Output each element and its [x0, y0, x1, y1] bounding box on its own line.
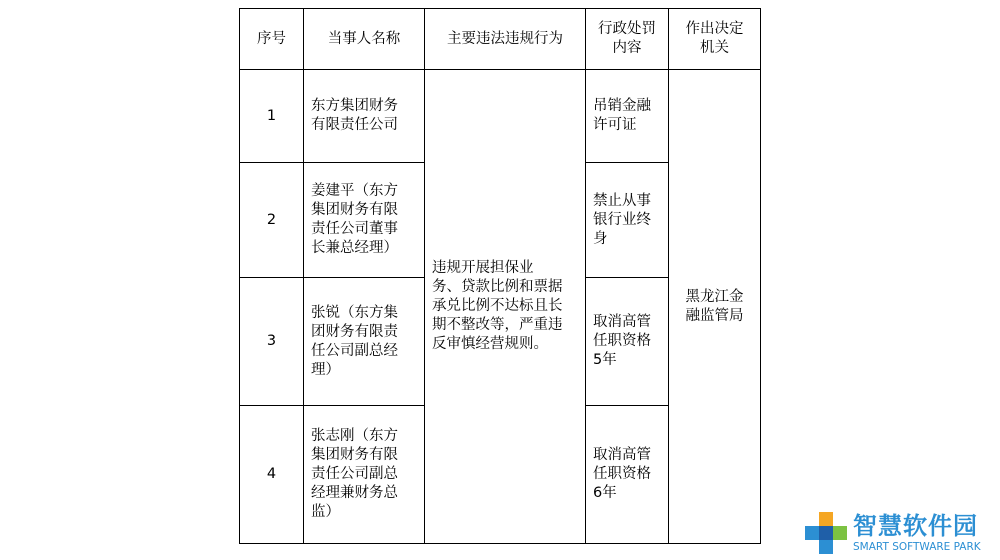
watermark-name-cn: 智慧软件园 — [853, 512, 978, 540]
party-cell — [304, 163, 425, 278]
header-behavior — [425, 9, 586, 70]
penalty-cell — [586, 70, 669, 163]
row-index-cell — [240, 406, 304, 544]
row-index: 3 — [266, 333, 277, 349]
header-index-text: 序号 — [257, 30, 286, 47]
party-line: 张志刚（东方 — [311, 428, 398, 444]
header-party-text: 当事人名称 — [327, 30, 401, 47]
behavior-line: 务、贷款比例和票据 — [432, 279, 563, 295]
penalty-line: 许可证 — [593, 117, 637, 133]
penalty-table — [239, 8, 761, 544]
table-header-row — [240, 9, 761, 70]
party-line: 集团财务有限 — [311, 447, 398, 463]
party-line: 长兼总经理） — [311, 240, 398, 256]
authority-line: 黑龙江金 — [685, 288, 744, 305]
party-line: 有限责任公司 — [311, 117, 398, 133]
header-behavior-text: 主要违法违规行为 — [447, 30, 563, 47]
behavior-cell — [425, 70, 586, 544]
header-authority — [669, 9, 761, 70]
row-index: 4 — [266, 466, 277, 482]
party-cell — [304, 278, 425, 406]
penalty-line: 吊销金融 — [593, 98, 651, 114]
party-line: 姜建平（东方 — [311, 183, 398, 199]
header-penalty-line: 行政处罚 — [598, 21, 656, 37]
header-party — [304, 9, 425, 70]
penalty-line: 5年 — [593, 352, 617, 368]
header-penalty — [586, 9, 669, 70]
row-index: 2 — [266, 211, 277, 228]
penalty-line: 任职资格 — [593, 333, 651, 349]
site-watermark — [805, 512, 995, 556]
behavior-line: 违规开展担保业 — [432, 260, 534, 276]
penalty-line: 任职资格 — [593, 466, 651, 482]
header-authority-line: 机关 — [700, 40, 729, 56]
header-index — [240, 9, 304, 70]
penalty-line: 取消高管 — [593, 314, 651, 330]
behavior-line: 承兑比例不达标且长 — [432, 298, 563, 314]
header-penalty-line: 内容 — [612, 40, 642, 56]
row-index-cell — [240, 70, 304, 163]
penalty-line: 取消高管 — [593, 447, 651, 463]
party-line: 张锐（东方集 — [311, 304, 398, 321]
logo-squares-icon — [805, 512, 849, 556]
penalty-line: 身 — [593, 230, 608, 247]
party-line: 集团财务有限 — [311, 202, 398, 218]
row-index-cell — [240, 278, 304, 406]
penalty-line: 6年 — [593, 485, 617, 501]
party-line: 经理兼财务总 — [311, 485, 398, 501]
party-line: 监） — [311, 504, 340, 520]
table-row — [240, 70, 761, 163]
party-line: 责任公司董事 — [311, 221, 398, 237]
party-cell — [304, 406, 425, 544]
behavior-line: 期不整改等，严重违 — [432, 317, 563, 333]
party-line: 团财务有限责 — [311, 323, 398, 340]
party-cell — [304, 70, 425, 163]
authority-line: 融监管局 — [685, 307, 744, 324]
party-line: 理） — [311, 361, 340, 378]
penalty-cell — [586, 406, 669, 544]
penalty-cell — [586, 278, 669, 406]
penalty-line: 禁止从事 — [593, 192, 651, 209]
party-line: 东方集团财务 — [311, 98, 398, 114]
party-line: 责任公司副总 — [311, 466, 398, 482]
row-index: 1 — [266, 107, 277, 124]
party-line: 任公司副总经 — [311, 342, 398, 359]
penalty-line: 银行业终 — [593, 211, 651, 228]
behavior-line: 反审慎经营规则。 — [432, 336, 548, 352]
header-authority-line: 作出决定 — [685, 21, 744, 37]
row-index-cell — [240, 163, 304, 278]
authority-cell — [669, 70, 761, 544]
watermark-name-en: SMART SOFTWARE PARK — [853, 541, 981, 553]
penalty-cell — [586, 163, 669, 278]
